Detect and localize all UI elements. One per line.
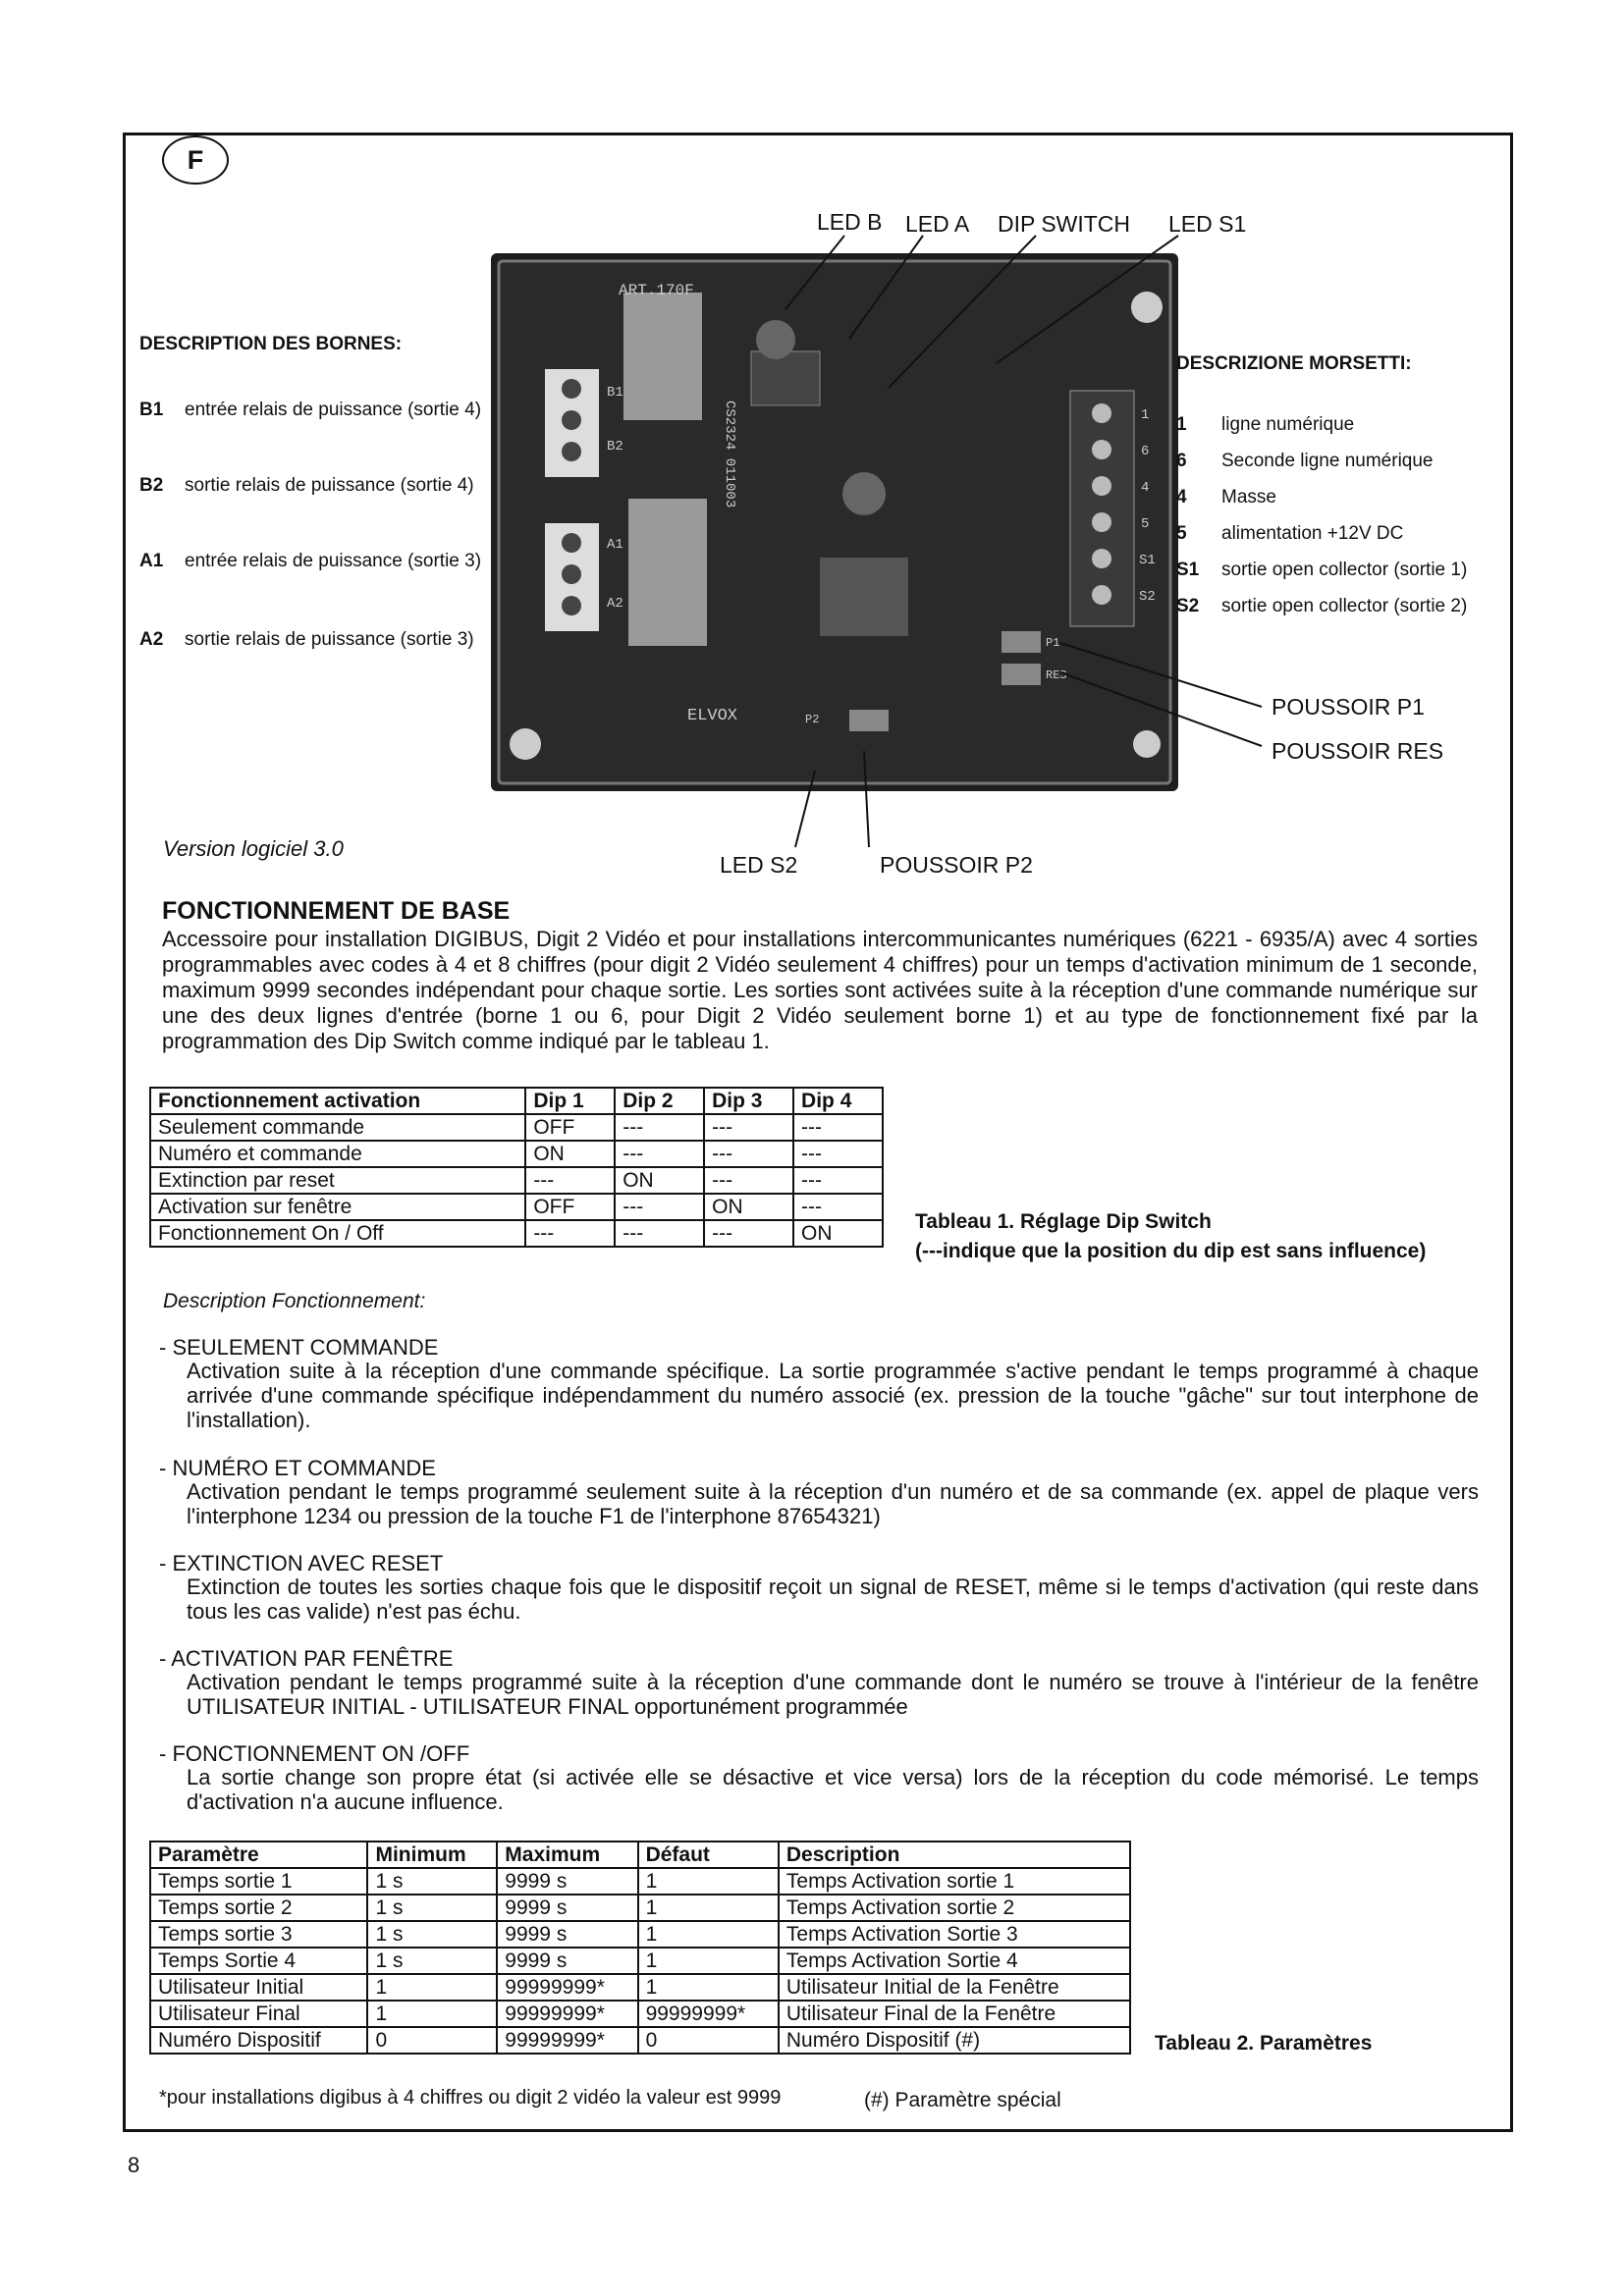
table-row: Utilisateur Final 1 99999999* 99999999* Utilisateur Final de la Fenêtre [150,2001,1130,2027]
table-row: Fonctionnement activation Dip 1 Dip 2 Dip 3 Dip 4 [150,1088,883,1114]
terminal-row: S2 sortie open collector (sortie 2) [1176,596,1468,616]
description-title: Description Fonctionnement: [163,1290,426,1312]
mode-body: Activation pendant le temps programmé seulement suite à la réception d'un numéro et de sa commande (ex. appel de plaque vers l'interphone 1234 ou pression de la touche F1 de l'interphone 87654321) [187,1479,1479,1528]
label-led-s2: LED S2 [720,852,798,878]
table1-caption: Tableau 1. Réglage Dip Switch [915,1210,1212,1233]
table2-caption: Tableau 2. Paramètres [1155,2032,1373,2055]
svg-text:A1: A1 [607,537,623,553]
svg-text:S1: S1 [1139,553,1156,568]
table1-note: (---indique que la position du dip est sans influence) [915,1240,1427,1262]
terminal-row: 4 Masse [1176,487,1276,507]
section-body: Accessoire pour installation DIGIBUS, Digit 2 Vidéo et pour installations intercommunicantes numériques (6221 - 6935/A) avec 4 sorties programmables avec codes à 4 et 8 chiffres (pour digit 2 Vidéo seulement 4 chiffres) pour un temps d'activation minimum de 1 seconde, maximum 9999 secondes indépendant pour chaque sortie. Les sorties sont activées suite à la réception d'une commande numérique sur une des deux lignes d'entrée (borne 1 ou 6, pour Digit 2 Vidéo seulement borne 1) et au type de fonctionnement fixé par la programmation des Dip Switch comme indiqué par le tableau 1. [162,927,1478,1053]
mode-title: - FONCTIONNEMENT ON /OFF [159,1741,470,1766]
table-row: Numéro Dispositif 0 99999999* 0 Numéro Dispositif (#) [150,2027,1130,2054]
svg-text:P2: P2 [805,713,820,726]
mode-body: La sortie change son propre état (si activée elle se désactive et vice versa) lors de la réception du code mémorisé. Le temps d'activation n'a aucune influence. [187,1765,1479,1814]
table-row: Temps sortie 1 1 s 9999 s 1 Temps Activation sortie 1 [150,1868,1130,1895]
svg-text:A2: A2 [607,596,623,612]
mode-title: - SEULEMENT COMMANDE [159,1335,439,1360]
table2-footnote: *pour installations digibus à 4 chiffres ou digit 2 vidéo la valeur est 9999 [159,2087,782,2109]
terminal-row: A1 entrée relais de puissance (sortie 3) [139,551,482,571]
svg-text:B1: B1 [607,385,623,400]
label-poussoir-p2: POUSSOIR P2 [880,852,1033,878]
terminal-row: B2 sortie relais de puissance (sortie 4) [139,475,474,496]
language-badge: F [162,135,229,185]
terminal-row: B1 entrée relais de puissance (sortie 4) [139,400,482,420]
mode-title: - ACTIVATION PAR FENÊTRE [159,1646,454,1671]
section-title: FONCTIONNEMENT DE BASE [162,897,511,925]
table-row: Seulement commande OFF --- --- --- [150,1114,883,1141]
svg-text:B2: B2 [607,439,623,454]
mode-body: Activation suite à la réception d'une commande spécifique. La sortie programmée s'active pendant le temps programmé à chaque arrivée d'une commande spécifique indépendamment du numéro associé (ex. pression de la touche "gâche" sur tout interphone de l'installation). [187,1359,1479,1432]
dip-switch-table [149,1087,884,1248]
parameter-table [149,1841,1131,2055]
label-led-b: LED B [817,209,883,235]
svg-text:RES: RES [1046,668,1067,682]
table-row: Fonctionnement On / Off --- --- --- ON [150,1220,883,1247]
label-led-a: LED A [905,211,970,237]
special-parameter-note: (#) Paramètre spécial [864,2089,1061,2111]
svg-text:5: 5 [1141,516,1150,532]
table-row: Extinction par reset --- ON --- --- [150,1167,883,1194]
label-led-s1: LED S1 [1168,211,1247,237]
terminal-row: S1 sortie open collector (sortie 1) [1176,560,1468,580]
table-row: Temps sortie 2 1 s 9999 s 1 Temps Activation sortie 2 [150,1895,1130,1921]
table-row: Utilisateur Initial 1 99999999* 1 Utilisateur Initial de la Fenêtre [150,1974,1130,2001]
mode-body: Activation pendant le temps programmé suite à la réception d'une commande dont le numéro se trouve à l'intérieur de la fenêtre UTILISATEUR INITIAL - UTILISATEUR FINAL opportunément programmée [187,1670,1479,1719]
table-row: Activation sur fenêtre OFF --- ON --- [150,1194,883,1220]
table-row: Paramètre Minimum Maximum Défaut Description [150,1842,1130,1868]
svg-text:4: 4 [1141,480,1150,496]
svg-text:ART.170F: ART.170F [619,282,694,299]
mode-body: Extinction de toutes les sorties chaque fois que le dispositif reçoit un signal de RESET, même si le temps d'activation (qui reste dans tous les cas valide) n'est pas échu. [187,1575,1479,1624]
terminal-list-title: DESCRIZIONE MORSETTI: [1176,353,1412,374]
terminal-row: 5 alimentation +12V DC [1176,523,1404,544]
terminal-list-title: DESCRIPTION DES BORNES: [139,334,403,354]
mode-title: - NUMÉRO ET COMMANDE [159,1456,436,1480]
svg-text:S2: S2 [1139,589,1156,605]
table-row: Temps Sortie 4 1 s 9999 s 1 Temps Activation Sortie 4 [150,1948,1130,1974]
label-poussoir-p1: POUSSOIR P1 [1272,694,1425,720]
software-version: Version logiciel 3.0 [163,836,344,861]
terminal-row: 1 ligne numérique [1176,414,1355,435]
svg-text:P1: P1 [1046,636,1060,650]
page-number: 8 [128,2153,140,2177]
terminal-row: A2 sortie relais de puissance (sortie 3) [139,629,474,650]
label-dip-switch: DIP SWITCH [998,211,1131,237]
mode-title: - EXTINCTION AVEC RESET [159,1551,444,1575]
terminal-row: 6 Seconde ligne numérique [1176,451,1434,471]
svg-text:6: 6 [1141,444,1150,459]
svg-text:CS2324 011003: CS2324 011003 [722,400,737,508]
table-row: Numéro et commande ON --- --- --- [150,1141,883,1167]
table-row: Temps sortie 3 1 s 9999 s 1 Temps Activation Sortie 3 [150,1921,1130,1948]
svg-text:1: 1 [1141,407,1150,423]
label-poussoir-res: POUSSOIR RES [1272,738,1444,764]
svg-text:ELVOX: ELVOX [687,707,738,725]
